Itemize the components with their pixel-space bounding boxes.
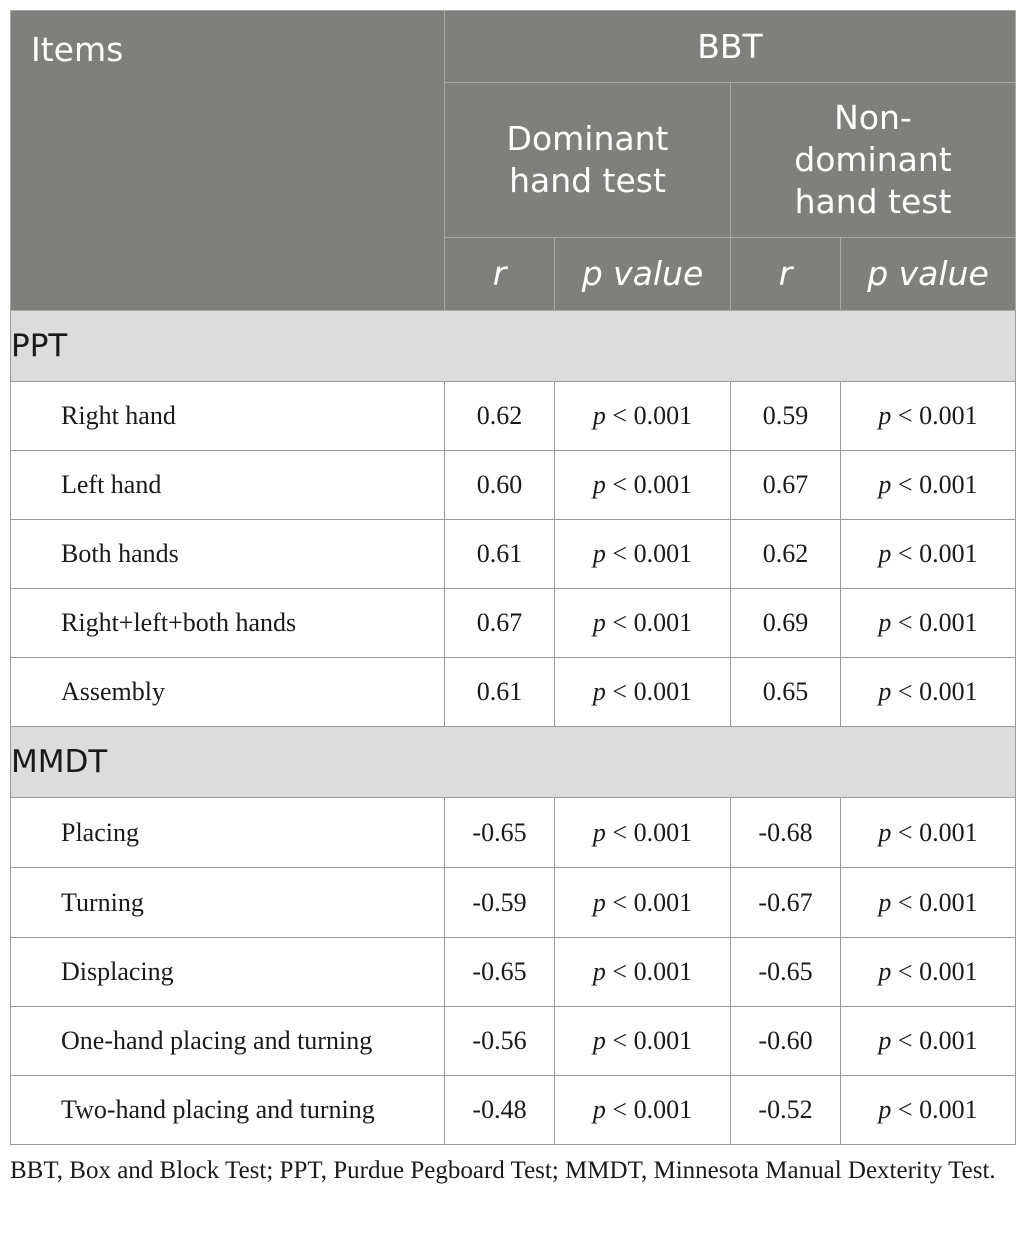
dominant-r-value: -0.59 (445, 868, 555, 938)
nondominant-p-value: p < 0.001 (841, 382, 1016, 451)
nondominant-p-header: p value (841, 238, 1016, 311)
table-row (11, 798, 1016, 868)
table-row (11, 520, 1016, 589)
nondominant-hand-header: Non-dominant hand test (731, 83, 1016, 238)
table-row (11, 1007, 1016, 1076)
dominant-p-value: p < 0.001 (555, 868, 731, 938)
item-label: Assembly (11, 658, 445, 727)
nondominant-r-value: 0.67 (731, 451, 841, 520)
item-label: Displacing (11, 938, 445, 1007)
item-label: One-hand placing and turning (11, 1007, 445, 1076)
table-row (11, 589, 1016, 658)
dominant-r-header: r (445, 238, 555, 311)
nondominant-r-value: 0.59 (731, 382, 841, 451)
dominant-r-value: -0.56 (445, 1007, 555, 1076)
item-label: Both hands (11, 520, 445, 589)
dominant-p-value: p < 0.001 (555, 589, 731, 658)
dominant-p-value: p < 0.001 (555, 938, 731, 1007)
item-label: Two-hand placing and turning (11, 1076, 445, 1145)
nondominant-r-value: -0.52 (731, 1076, 841, 1145)
table-body (11, 311, 1016, 1145)
dominant-p-value: p < 0.001 (555, 1076, 731, 1145)
section-label: MMDT (11, 727, 1016, 798)
dominant-r-value: 0.67 (445, 589, 555, 658)
nondominant-r-value: 0.62 (731, 520, 841, 589)
nondominant-r-value: -0.68 (731, 798, 841, 868)
nondominant-p-value: p < 0.001 (841, 520, 1016, 589)
dominant-r-value: -0.65 (445, 938, 555, 1007)
table-header (11, 11, 1016, 311)
nondominant-p-value: p < 0.001 (841, 798, 1016, 868)
section-row-ppt (11, 311, 1016, 382)
nondominant-r-value: 0.69 (731, 589, 841, 658)
dominant-p-value: p < 0.001 (555, 658, 731, 727)
table-row (11, 868, 1016, 938)
dominant-r-value: 0.60 (445, 451, 555, 520)
nondominant-p-value: p < 0.001 (841, 1007, 1016, 1076)
nondominant-p-value: p < 0.001 (841, 589, 1016, 658)
table-row (11, 451, 1016, 520)
correlation-table (10, 10, 1016, 1145)
nondominant-p-value: p < 0.001 (841, 938, 1016, 1007)
dominant-hand-header: Dominant hand test (445, 83, 731, 238)
item-label: Right hand (11, 382, 445, 451)
nondominant-p-value: p < 0.001 (841, 868, 1016, 938)
dominant-r-value: 0.61 (445, 520, 555, 589)
item-label: Right+left+both hands (11, 589, 445, 658)
item-label: Turning (11, 868, 445, 938)
dominant-p-value: p < 0.001 (555, 1007, 731, 1076)
item-label: Placing (11, 798, 445, 868)
nondominant-r-value: -0.60 (731, 1007, 841, 1076)
dominant-r-value: 0.62 (445, 382, 555, 451)
section-row-mmdt (11, 727, 1016, 798)
table-footnote: BBT, Box and Block Test; PPT, Purdue Pegboard Test; MMDT, Minnesota Manual Dexterity Test. (10, 1157, 996, 1184)
dominant-p-value: p < 0.001 (555, 520, 731, 589)
items-header: Items (11, 11, 445, 311)
nondominant-r-value: -0.65 (731, 938, 841, 1007)
dominant-p-value: p < 0.001 (555, 798, 731, 868)
dominant-r-value: 0.61 (445, 658, 555, 727)
table-row (11, 938, 1016, 1007)
dominant-p-value: p < 0.001 (555, 451, 731, 520)
table-row (11, 1076, 1016, 1145)
dominant-r-value: -0.48 (445, 1076, 555, 1145)
nondominant-r-value: 0.65 (731, 658, 841, 727)
nondominant-p-value: p < 0.001 (841, 451, 1016, 520)
table-row (11, 382, 1016, 451)
table-row (11, 658, 1016, 727)
dominant-p-value: p < 0.001 (555, 382, 731, 451)
nondominant-p-value: p < 0.001 (841, 1076, 1016, 1145)
dominant-p-header: p value (555, 238, 731, 311)
nondominant-r-value: -0.67 (731, 868, 841, 938)
nondominant-p-value: p < 0.001 (841, 658, 1016, 727)
nondominant-r-header: r (731, 238, 841, 311)
section-label: PPT (11, 311, 1016, 382)
item-label: Left hand (11, 451, 445, 520)
dominant-r-value: -0.65 (445, 798, 555, 868)
bbt-header: BBT (445, 11, 1016, 83)
